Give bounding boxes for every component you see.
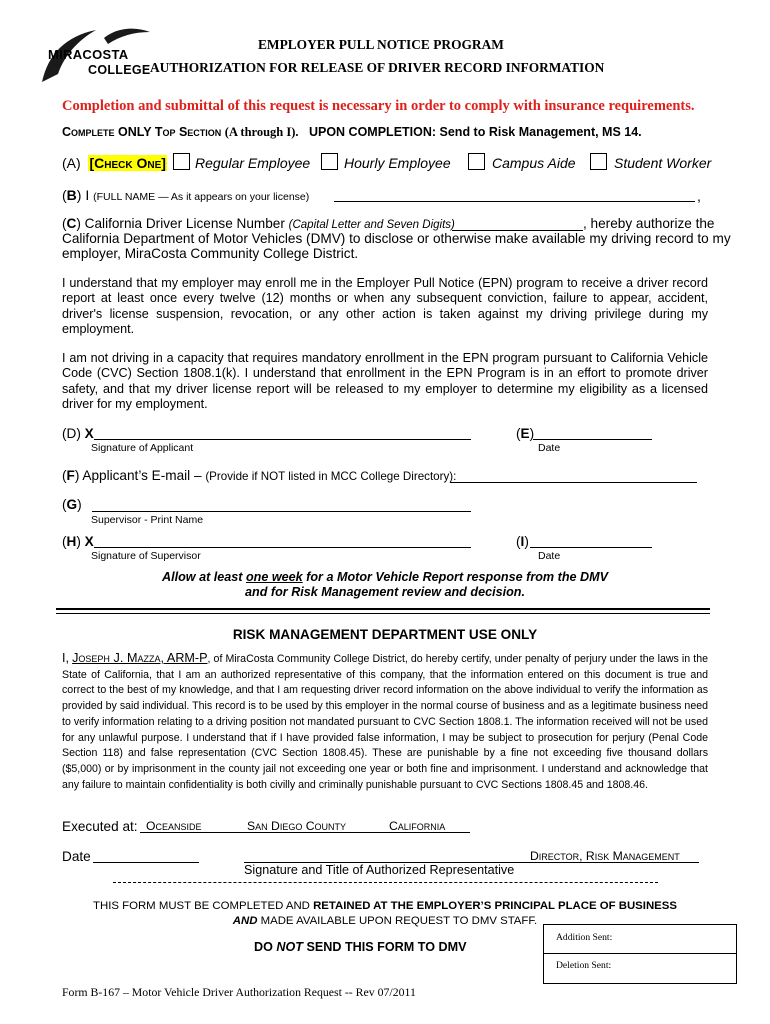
student-worker-label: Student Worker [614, 155, 712, 171]
form-id: Form B-167 – Motor Vehicle Driver Authorization Request -- Rev 07/2011 [62, 985, 416, 999]
section-i-label: (I) [516, 534, 529, 549]
supervisor-name-caption: Supervisor - Print Name [91, 514, 204, 526]
section-c-line1: (C) California Driver License Number (Capital Letter and Seven Digits) [62, 216, 455, 231]
insurance-notice: Completion and submittal of this request is necessary in order to comply with insurance requirements. [62, 98, 695, 114]
rm-date-field[interactable] [93, 862, 199, 863]
epn-paragraph: I understand that my employer may enroll me in the Employer Pull Notice (EPN) program to receive a driver record report at least once every twelve (12) months or when any subsequent conviction, failure to appear, accident, driver's license suspension, revocation, or any other action is taken against my driving privilege during my employment. [62, 276, 708, 337]
page-title: EMPLOYER PULL NOTICE PROGRAM [258, 37, 504, 52]
rm-date-label: Date [62, 849, 91, 864]
logo-line1: MIRACOSTA [48, 47, 129, 62]
college-logo [36, 24, 154, 86]
hourly-employee-label: Hourly Employee [344, 155, 451, 171]
instructions: Complete ONLY Top Section (A through I). UPON COMPLETION: Send to Risk Management, MS 14. [62, 125, 642, 139]
not-driving-paragraph: I am not driving in a capacity that requires mandatory enrollment in the EPN program pursuant to California Vehicle Code (CVC) Section 1808.1(k). I understand that enrollment in the EPN Program is in an effort to promote driver safety, and that my driver license report will be released to my employer to determine my eligibility as a licensed driver for my employment. [62, 351, 708, 412]
applicant-email-field[interactable] [450, 482, 697, 483]
regular-employee-checkbox[interactable] [173, 153, 190, 170]
applicant-date-field[interactable] [533, 439, 652, 440]
check-one-label: Check One [94, 155, 162, 171]
supervisor-name-field[interactable] [92, 511, 471, 512]
section-c-line2: California Department of Motor Vehicles (DMV) to disclose or otherwise make available my driving record to my [62, 231, 731, 246]
addition-sent-label: Addition Sent: [556, 932, 613, 943]
logo-line2: COLLEGE [88, 63, 151, 77]
applicant-signature-caption: Signature of Applicant [91, 442, 194, 454]
executed-city: Oceanside [146, 819, 202, 833]
section-c-line3: employer, MiraCosta Community College District. [62, 246, 359, 261]
hourly-employee-checkbox[interactable] [321, 153, 338, 170]
section-b-label: (B) I (FULL NAME — As it appears on your license) [62, 187, 310, 203]
rm-title: Director, Risk Management [530, 849, 680, 863]
retain-notice: THIS FORM MUST BE COMPLETED AND RETAINED AT THE EMPLOYER’S PRINCIPAL PLACE OF BUSINESS AND MADE AVAILABLE UPON REQUEST TO DMV STAFF. [93, 900, 677, 927]
deletion-sent-label: Deletion Sent: [556, 960, 612, 971]
supervisor-signature-caption: Signature of Supervisor [91, 550, 201, 562]
section-a: (A) [Check One] [62, 155, 166, 171]
campus-aide-checkbox[interactable] [468, 153, 485, 170]
supervisor-date-caption: Date [538, 550, 561, 562]
campus-aide-label: Campus Aide [492, 155, 576, 171]
supervisor-date-field[interactable] [530, 547, 652, 548]
student-worker-checkbox[interactable] [590, 153, 607, 170]
sent-box [543, 924, 737, 984]
applicant-date-caption: Date [538, 442, 561, 454]
comma: , [697, 188, 701, 204]
section-f-label: (F) Applicant’s E-mail – (Provide if NOT listed in MCC College Directory): [62, 468, 457, 483]
executed-state: California [389, 819, 446, 833]
do-not-send-notice: DO NOT SEND THIS FORM TO DMV [254, 940, 467, 954]
rm-signature-caption: Signature and Title of Authorized Representative [244, 863, 515, 877]
allow-note: Allow at least one week for a Motor Vehicle Report response from the DMV and for Risk Management review and decision. [161, 570, 608, 599]
supervisor-signature-field[interactable] [94, 547, 471, 548]
section-d-label: (D) X [62, 426, 94, 441]
section-g-label: (G) [62, 497, 82, 512]
section-c-authorize: , hereby authorize the [583, 216, 715, 231]
section-h-label: (H) X [62, 534, 94, 549]
dashed-separator [113, 882, 658, 883]
executed-label: Executed at: [62, 819, 138, 834]
page-subtitle: AUTHORIZATION FOR RELEASE OF DRIVER RECORD INFORMATION [150, 60, 605, 75]
risk-heading: RISK MANAGEMENT DEPARTMENT USE ONLY [232, 627, 538, 642]
full-name-field[interactable] [334, 201, 695, 202]
section-e-label: (E) [516, 426, 535, 441]
section-divider [56, 608, 710, 614]
risk-paragraph: I, Joseph J. Mazza, ARM-P, of MiraCosta Community College District, do hereby certify, under penalty of perjury under the laws in the State of California, that I am an authorized representative of this company, that the information entered on this document is true and correct to the best of my knowledge, and that I am requesting driver record information on the above individual to verify the information as provided by said individual. This record is to be used by this employer in the normal course of business and as a legitimate business need to verify information relating to a driving position not mandated pursuant to CVC Section 1808.1. The information received will not be used for any unlawful purpose. I understand that if I have provided false information, I may be subject to prosecution for perjury (Penal Code Section 118) and false representation (CVC Section 1808.45). These are punishable by a fine not exceeding five thousand dollars ($5,000) or by imprisonment in the county jail not exceeding one year or both fine and imprisonment. I understand and acknowledge that any failure to maintain confidentiality is both civilly and criminally punishable pursuant to CVC Sections 1808.45 and 1808.46. [62, 651, 708, 791]
executed-county: San Diego County [247, 819, 347, 833]
regular-employee-label: Regular Employee [195, 155, 311, 171]
applicant-signature-field[interactable] [94, 439, 471, 440]
